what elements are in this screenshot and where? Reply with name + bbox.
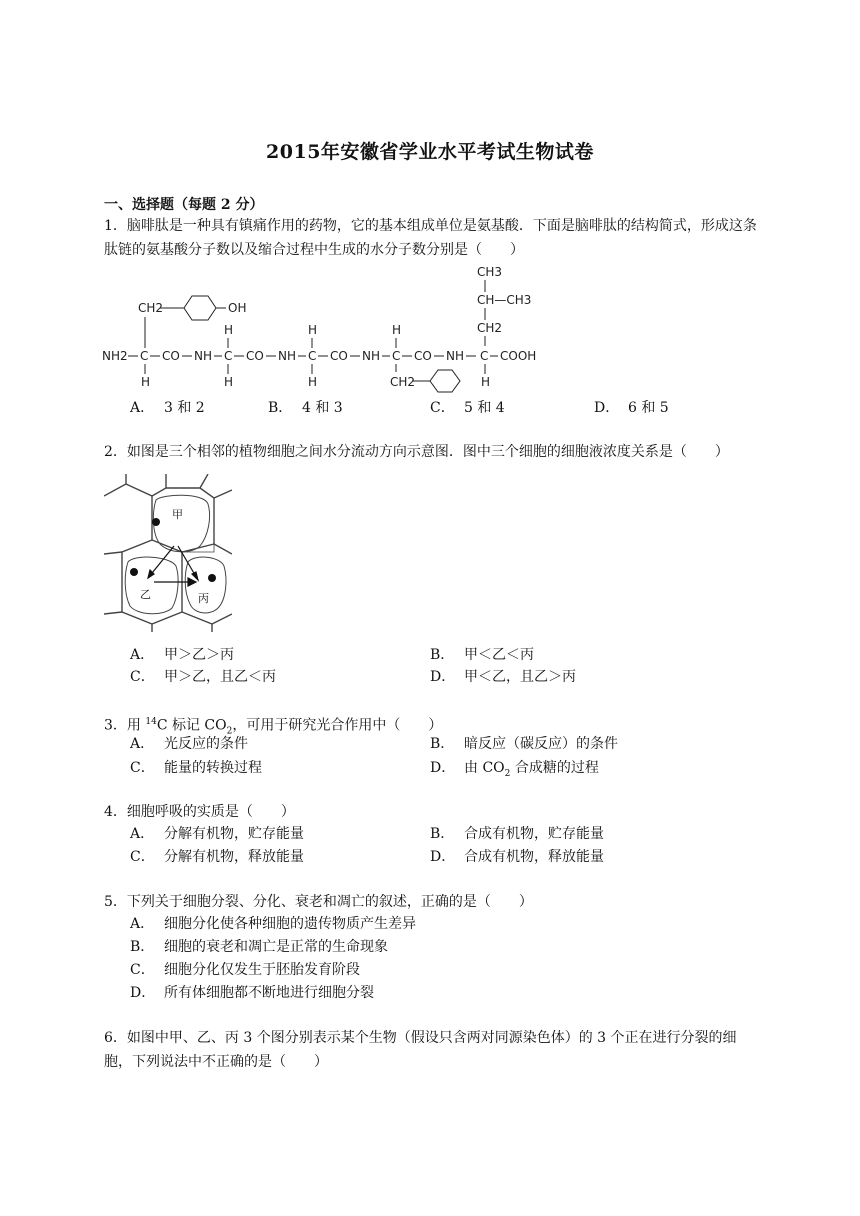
formula-ch2-right: CH2 bbox=[477, 321, 503, 335]
q3-option-c[interactable]: C． 能量的转换过程 bbox=[130, 760, 262, 776]
svg-text:H: H bbox=[481, 375, 491, 389]
q3-option-d[interactable]: D． 由 $CO_2$ 合成糖的过程 bbox=[430, 760, 599, 779]
q5-option-a[interactable]: A． 细胞分化使各种细胞的遗传物质产生差异 bbox=[130, 916, 416, 932]
svg-text:NH: NH bbox=[194, 349, 212, 363]
q5-option-b[interactable]: B． 细胞的衰老和凋亡是正常的生命现象 bbox=[130, 939, 388, 955]
question-2-stem: 2．如图是三个相邻的植物细胞之间水分流动方向示意图．图中三个细胞的细胞液浓度关系是（ ） bbox=[104, 444, 729, 460]
section-heading: 一、选择题（每题 2 分） bbox=[104, 197, 264, 213]
question-6-stem: 6．如图中甲、乙、丙 3 个图分别表示某个生物（假设只含两对同源染色体）的 3 个正在进行分裂的细胞，下列说法中不正确的是（ ） bbox=[104, 1030, 737, 1070]
formula-cooh: COOH bbox=[500, 349, 537, 363]
svg-text:CO: CO bbox=[330, 349, 348, 363]
formula-oh: OH bbox=[228, 301, 247, 315]
svg-text:H: H bbox=[224, 375, 234, 389]
q2-option-a[interactable]: A． 甲＞乙＞丙 bbox=[130, 647, 234, 663]
svg-text:H: H bbox=[308, 323, 318, 337]
q4-option-d[interactable]: D． 合成有机物，释放能量 bbox=[430, 849, 604, 865]
svg-text:NH: NH bbox=[278, 349, 296, 363]
q1-option-b[interactable]: B． 4 和 3 bbox=[268, 400, 343, 416]
q3-option-a[interactable]: A． 光反应的条件 bbox=[130, 736, 248, 752]
q2-option-b[interactable]: B． 甲＜乙＜丙 bbox=[430, 647, 534, 663]
enkephalin-structure-diagram bbox=[100, 260, 540, 395]
q4-option-a[interactable]: A． 分解有机物，贮存能量 bbox=[130, 826, 304, 842]
svg-text:H: H bbox=[308, 375, 318, 389]
question-1-stem: 1．脑啡肽是一种具有镇痛作用的药物，它的基本组成单位是氨基酸．下面是脑啡肽的结构简式，形成这条肽链的氨基酸分子数以及缩合过程中生成的水分子数分别是（ ） bbox=[104, 218, 757, 258]
svg-text:CO: CO bbox=[414, 349, 432, 363]
page-title: 2015年安徽省学业水平考试生物试卷 bbox=[266, 141, 594, 163]
svg-text:CO: CO bbox=[162, 349, 180, 363]
q4-option-c[interactable]: C． 分解有机物，释放能量 bbox=[130, 849, 304, 865]
formula-ch2-left: CH2 bbox=[138, 301, 164, 315]
q1-option-d[interactable]: D． 6 和 5 bbox=[594, 400, 669, 416]
svg-text:NH: NH bbox=[362, 349, 380, 363]
question-5-stem: 5．下列关于细胞分裂、分化、衰老和凋亡的叙述，正确的是（ ） bbox=[104, 894, 533, 910]
question-4-stem: 4．细胞呼吸的实质是（ ） bbox=[104, 804, 295, 820]
svg-text:NH: NH bbox=[446, 349, 464, 363]
formula-ch-ch3: CH—CH3 bbox=[477, 293, 532, 307]
cell-label-jia: 甲 bbox=[172, 508, 183, 521]
q2-option-d[interactable]: D． 甲＜乙，且乙＞丙 bbox=[430, 669, 576, 685]
formula-nh2: NH2 bbox=[102, 349, 128, 363]
q5-option-c[interactable]: C． 细胞分化仅发生于胚胎发育阶段 bbox=[130, 962, 360, 978]
formula-ch3-top: CH3 bbox=[477, 265, 503, 279]
svg-text:C: C bbox=[392, 349, 401, 363]
q4-option-b[interactable]: B． 合成有机物，贮存能量 bbox=[430, 826, 604, 842]
question-3-stem: 3．用 $^{14}$C 标记 $CO_2$，可用于研究光合作用中（ ） bbox=[104, 717, 443, 737]
svg-text:H: H bbox=[392, 323, 402, 337]
cell-label-bing: 丙 bbox=[198, 592, 209, 605]
q1-option-c[interactable]: C． 5 和 4 bbox=[430, 400, 505, 416]
svg-text:C: C bbox=[308, 349, 317, 363]
plant-cells-diagram bbox=[104, 474, 232, 632]
formula-ch2-phe: CH2 bbox=[390, 375, 416, 389]
cell-label-yi: 乙 bbox=[140, 588, 151, 601]
svg-text:C: C bbox=[480, 349, 489, 363]
q1-option-a[interactable]: A． 3 和 2 bbox=[130, 400, 205, 416]
svg-text:CO: CO bbox=[246, 349, 264, 363]
svg-text:C: C bbox=[224, 349, 233, 363]
q5-option-d[interactable]: D． 所有体细胞都不断地进行细胞分裂 bbox=[130, 985, 374, 1001]
svg-text:H: H bbox=[141, 375, 151, 389]
q2-option-c[interactable]: C． 甲＞乙，且乙＜丙 bbox=[130, 669, 276, 685]
svg-text:H: H bbox=[224, 323, 234, 337]
svg-text:C: C bbox=[140, 349, 149, 363]
q3-option-b[interactable]: B． 暗反应（碳反应）的条件 bbox=[430, 736, 618, 752]
